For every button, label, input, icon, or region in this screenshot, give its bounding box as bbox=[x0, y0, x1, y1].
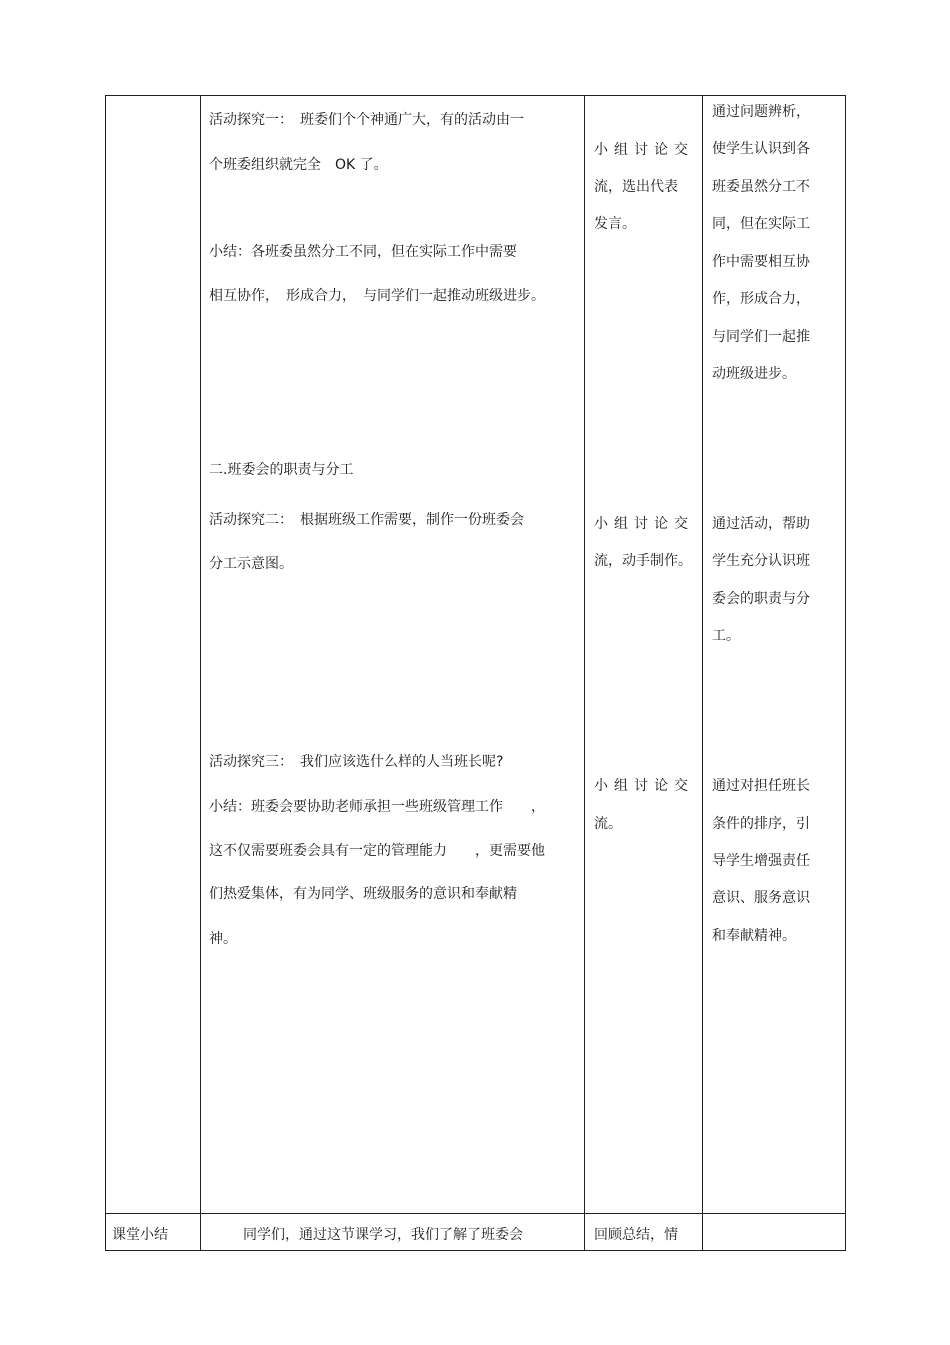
intent-2-line-2: 学生充分认识班 bbox=[712, 553, 810, 569]
row-divider bbox=[105, 1213, 846, 1214]
summary-3-line-1: 小结：班委会要协助老师承担一些班级管理工作 ， bbox=[209, 799, 545, 815]
intent-3-line-4: 意识、服务意识 bbox=[712, 890, 810, 906]
activity-1-text-cont: 个班委组织就完全 OK 了。 bbox=[209, 157, 388, 173]
table-top-border bbox=[105, 95, 846, 96]
column-divider-2 bbox=[584, 95, 585, 1251]
student-activity-3-line-2: 流。 bbox=[594, 816, 622, 832]
section-2-heading: 二.班委会的职责与分工 bbox=[209, 462, 354, 478]
summary-3-line-3: 们热爱集体，有为同学、班级服务的意识和奉献精 bbox=[209, 886, 517, 902]
table-left-border bbox=[105, 95, 106, 1251]
intent-3-line-1: 通过对担任班长 bbox=[712, 778, 810, 794]
intent-2-line-4: 工。 bbox=[712, 628, 740, 644]
student-activity-1-line-3: 发言。 bbox=[594, 216, 636, 232]
activity-2-text: 活动探究二： 根据班级工作需要，制作一份班委会 bbox=[209, 512, 524, 528]
intent-1-line-5: 作中需要相互协 bbox=[712, 254, 810, 270]
activity-3-text: 活动探究三： 我们应该选什么样的人当班长呢? bbox=[209, 754, 504, 770]
summary-1-text-cont: 相互协作， 形成合力， 与同学们一起推动班级进步。 bbox=[209, 288, 545, 304]
table-bottom-border bbox=[105, 1250, 846, 1251]
student-activity-2-line-2: 流，动手制作。 bbox=[594, 553, 692, 569]
activity-2-text-cont: 分工示意图。 bbox=[209, 556, 293, 572]
column-divider-1 bbox=[200, 95, 201, 1251]
intent-1-line-6: 作，形成合力， bbox=[712, 291, 810, 307]
summary-1-text: 小结：各班委虽然分工不同，但在实际工作中需要 bbox=[209, 244, 517, 260]
student-activity-2-line-1: 小组讨论交 bbox=[594, 516, 694, 532]
student-activity-1-line-2: 流，选出代表 bbox=[594, 179, 678, 195]
intent-1-line-1: 通过问题辨析， bbox=[712, 104, 810, 120]
column-divider-3 bbox=[702, 95, 703, 1251]
intent-3-line-3: 导学生增强责任 bbox=[712, 853, 810, 869]
table-right-border bbox=[845, 95, 846, 1251]
intent-1-line-2: 使学生认识到各 bbox=[712, 141, 810, 157]
intent-2-line-3: 委会的职责与分 bbox=[712, 591, 810, 607]
intent-2-line-1: 通过活动，帮助 bbox=[712, 516, 810, 532]
summary-3-line-2: 这不仅需要班委会具有一定的管理能力 ，更需要他 bbox=[209, 843, 545, 859]
intent-1-line-8: 动班级进步。 bbox=[712, 366, 796, 382]
footer-row-label: 课堂小结 bbox=[112, 1227, 168, 1243]
student-activity-1-line-1: 小组讨论交 bbox=[594, 142, 694, 158]
student-activity-3-line-1: 小组讨论交 bbox=[594, 778, 694, 794]
intent-1-line-7: 与同学们一起推 bbox=[712, 329, 810, 345]
footer-row-activity: 回顾总结，情 bbox=[594, 1227, 678, 1243]
activity-1-text: 活动探究一： 班委们个个神通广大，有的活动由一 bbox=[209, 112, 524, 128]
intent-3-line-2: 条件的排序，引 bbox=[712, 816, 810, 832]
intent-1-line-3: 班委虽然分工不 bbox=[712, 179, 810, 195]
intent-1-line-4: 同，但在实际工 bbox=[712, 216, 810, 232]
intent-3-line-5: 和奉献精神。 bbox=[712, 928, 796, 944]
footer-row-content: 同学们，通过这节课学习，我们了解了班委会 bbox=[243, 1227, 523, 1243]
summary-3-line-4: 神。 bbox=[209, 931, 237, 947]
